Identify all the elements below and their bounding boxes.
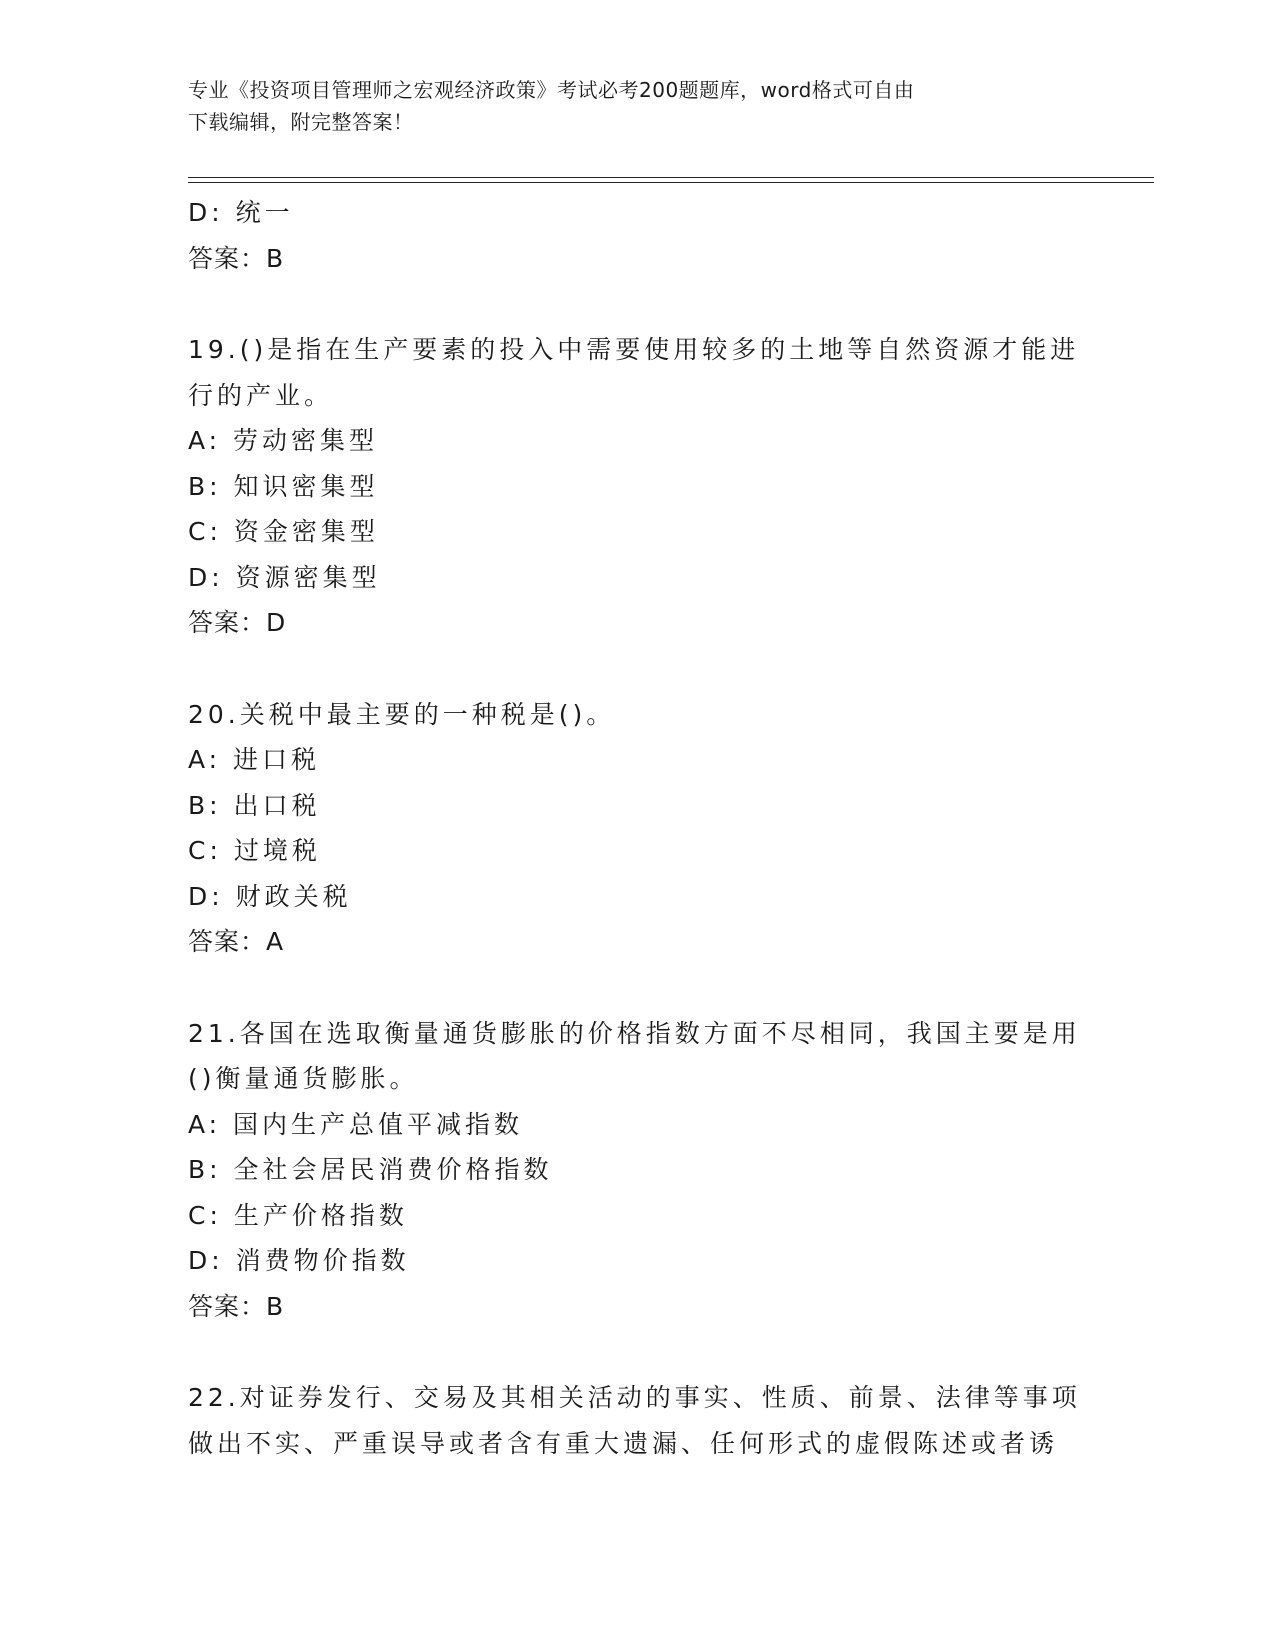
question-text-line: 行的产业。 xyxy=(188,380,334,410)
question-19 xyxy=(188,327,1088,646)
question-20 xyxy=(188,692,1088,965)
header-line-2: 下载编辑，附完整答案！ xyxy=(188,110,414,134)
answer: 答案：D xyxy=(188,608,287,637)
answer: 答案：A xyxy=(188,927,285,956)
question-list xyxy=(188,190,1088,1466)
option-d: D: 资源密集型 xyxy=(188,562,381,592)
option-b: B: 知识密集型 xyxy=(188,471,379,501)
option-c: C: 资金密集型 xyxy=(188,517,379,546)
question-text-line: 21.各国在选取衡量通货膨胀的价格指数方面不尽相同，我国主要是用 xyxy=(188,1018,1081,1048)
option-a: A: 劳动密集型 xyxy=(188,426,379,455)
option-b: B: 全社会居民消费价格指数 xyxy=(188,1155,553,1184)
document-header xyxy=(188,74,1068,138)
option-a: A: 国内生产总值平减指数 xyxy=(188,1109,524,1139)
option-c: C: 生产价格指数 xyxy=(188,1200,408,1230)
header-line-1: 专业《投资项目管理师之宏观经济政策》考试必考200题题库，word格式可自由 xyxy=(188,78,915,102)
header-divider-bottom xyxy=(188,182,1154,183)
question-text-line: ()衡量通货膨胀。 xyxy=(188,1064,419,1093)
option-a: A: 进口税 xyxy=(188,745,321,774)
question-21 xyxy=(188,1011,1088,1330)
header-divider-top xyxy=(188,177,1154,178)
spacer xyxy=(188,965,1088,1011)
question-22 xyxy=(188,1375,1088,1466)
option-c: C: 过境税 xyxy=(188,836,321,865)
question-text-line: 19.()是指在生产要素的投入中需要使用较多的土地等自然资源才能进 xyxy=(188,335,1080,364)
spacer xyxy=(188,1329,1088,1375)
prev-option-d: D: 统一 xyxy=(188,198,294,227)
spacer xyxy=(188,281,1088,327)
question-text-line: 20.关税中最主要的一种税是()。 xyxy=(188,699,616,729)
answer: 答案：B xyxy=(188,1291,285,1321)
prev-answer: 答案：B xyxy=(188,243,285,273)
question-text-line: 做出不实、严重误导或者含有重大遗漏、任何形式的虚假陈述或者诱 xyxy=(188,1428,1059,1458)
option-d: D: 消费物价指数 xyxy=(188,1246,410,1275)
option-d: D: 财政关税 xyxy=(188,881,352,911)
question-text-line: 22.对证券发行、交易及其相关活动的事实、性质、前景、法律等事项 xyxy=(188,1383,1081,1412)
spacer xyxy=(188,646,1088,692)
option-b: B: 出口税 xyxy=(188,790,321,820)
